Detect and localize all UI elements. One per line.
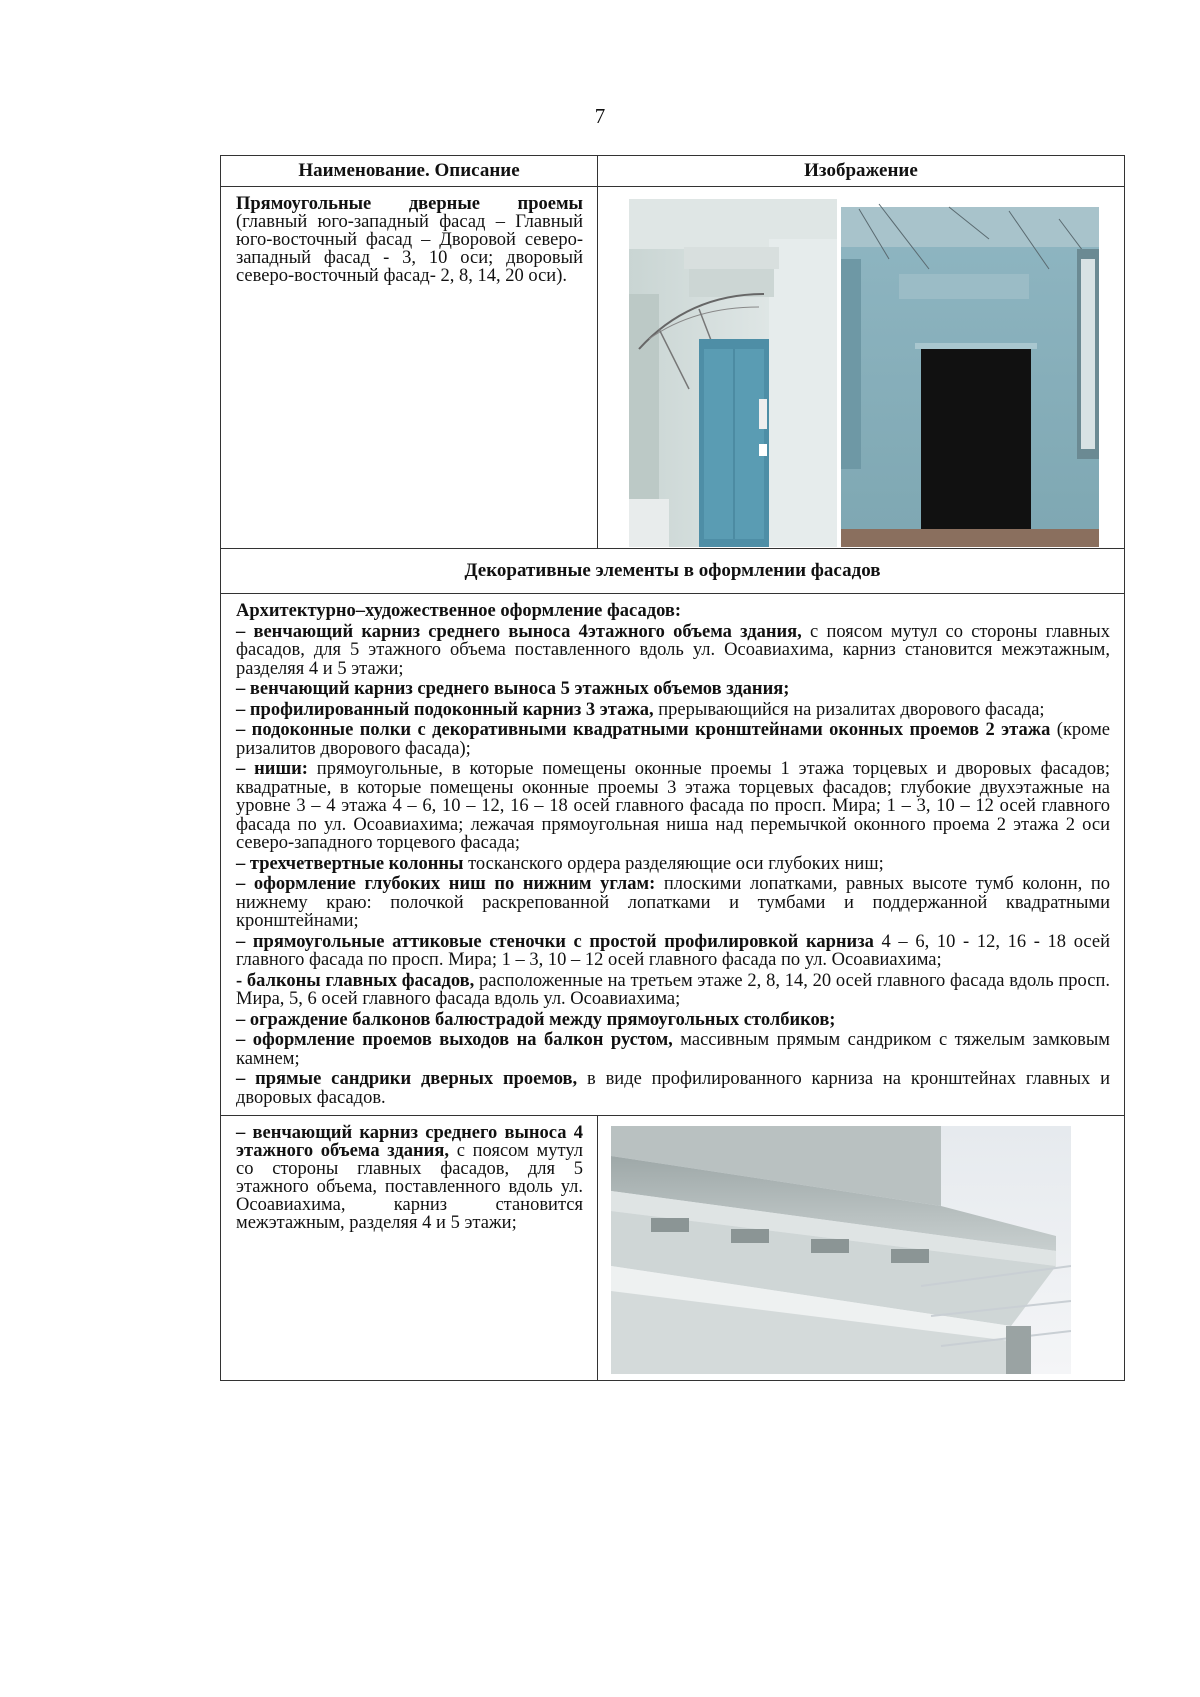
cornice-title: – венчающий карниз среднего выноса 4 этажного объема здания, [236, 1123, 583, 1161]
door-openings-photo [629, 199, 1099, 547]
door-openings-image-cell [598, 187, 1125, 549]
cornice-image-cell [598, 1116, 1125, 1381]
list-item: – ограждение балконов балюстрадой между прямоугольных столбиков; [236, 1009, 836, 1030]
section-title: Декоративные элементы в оформлении фасадов [221, 549, 1125, 594]
table-row-cornice [221, 1116, 1125, 1381]
header-description: Наименование. Описание [221, 156, 598, 187]
list-item: – прямоугольные аттиковые стеночки с простой профилировкой карниза 4 – 6, 10 - 12, 16 - 18 осей главного фасада по просп. Мира; 1 – 3, 10 – 12 осей главного фасада по ул. Осоавиахима; [236, 931, 1110, 970]
door-openings-text: (главный юго-западный фасад – Главный юго-восточный фасад – Дворовой северо-западный фасад - 3, 10 оси; дворовый северо-восточный фасад- 2, 8, 14, 20 оси). [236, 212, 583, 286]
door-openings-title: Прямоугольные дверные проемы [236, 194, 583, 214]
decor-lead: Архитектурно–художественное оформление фасадов: [236, 601, 682, 621]
decor-list-row [221, 594, 1125, 1116]
page-number: 7 [594, 104, 606, 128]
list-item: – подоконные полки с декоративными квадратными кронштейнами оконных проемов 2 этажа (кроме ризалитов дворового фасада); [236, 720, 1110, 759]
list-item: – венчающий карниз среднего выноса 5 этажных объемов здания; [236, 679, 790, 699]
list-item: – профилированный подоконный карниз 3 этажа, прерывающийся на ризалитах дворового фасада; [236, 699, 1045, 720]
list-item: – прямые сандрики дверных проемов, в виде профилированного карниза на кронштейнах главных и дворовых фасадов. [236, 1069, 1110, 1108]
list-item: – оформление проемов выходов на балкон рустом, массивным прямым сандриком с тяжелым замковым камнем; [236, 1030, 1111, 1069]
list-item: – трехчетвертные колонны тосканского ордера разделяющие оси глубоких ниш; [236, 853, 884, 874]
cornice-description [221, 1116, 598, 1381]
facade-elements-table [220, 155, 1125, 1381]
header-image: Изображение [598, 156, 1125, 187]
cornice-text: с поясом мутул со стороны главных фасадов, для 5 этажного объема, поставленного вдоль ул. Осоавиахима, карниз становится межэтажным, разделяя 4 и 5 этажи; [236, 1141, 583, 1233]
cornice-photo [611, 1126, 1071, 1374]
list-item: – венчающий карниз среднего выноса 4этажного объема здания, с поясом мутул со стороны главных фасадов, для 5 этажного объема поставленного вдоль ул. Осоавиахима, карниз становится межэтажным, разделяя 4 и 5 этажи; [236, 621, 1110, 679]
door-openings-description [221, 187, 598, 549]
list-item: – ниши: прямоугольные, в которые помещены оконные проемы 1 этажа торцевых и дворовых фасадов; квадратные, в которые помещены оконные проемы 3 этажа торцевых фасадов; глубокие двухэтажные на уровне 3 – 4 этажа 4 – 6, 10 – 12, 16 – 18 осей главного фасада по просп. Мира; 1 – 3, 10 – 12 осей главного фасада по ул. Осоавиахима; лежачая прямоугольная ниша над перемычкой оконного проема 2 этажа 2 оси северо-западного торцевого фасада; [236, 759, 1110, 853]
decor-list [221, 594, 1125, 1116]
list-item: - балконы главных фасадов, расположенные на третьем этаже 2, 8, 14, 20 осей главного фасада вдоль просп. Мира, 5, 6 осей главного фасада вдоль ул. Осоавиахима; [236, 970, 1111, 1009]
list-item: – оформление глубоких ниш по нижним углам: плоскими лопатками, равных высоте тумб колонн, по нижнему краю: полочкой раскрепованной лопатками и тумбами и поддержанной квадратными кронштейнами; [236, 874, 1110, 931]
table-header-row [221, 156, 1125, 187]
section-title-row [221, 549, 1125, 594]
table-row-door-openings [221, 187, 1125, 549]
